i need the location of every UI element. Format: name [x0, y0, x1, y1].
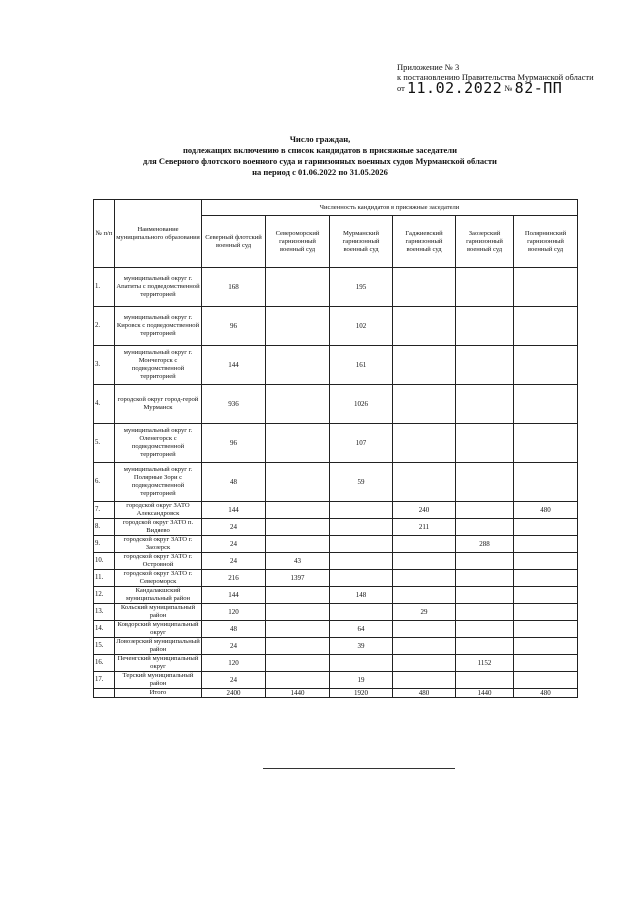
candidate-count-cell: 24 — [202, 638, 266, 655]
candidate-count-cell — [393, 553, 456, 570]
row-number: 15. — [94, 638, 115, 655]
candidate-count-cell — [266, 655, 330, 672]
candidate-count-cell — [393, 307, 456, 346]
total-value: 1440 — [266, 689, 330, 698]
table-row — [94, 536, 578, 553]
candidate-count-cell: 24 — [202, 536, 266, 553]
candidate-count-cell — [266, 268, 330, 307]
candidate-count-cell: 120 — [202, 604, 266, 621]
candidate-count-cell: 102 — [330, 307, 393, 346]
candidate-count-cell: 24 — [202, 553, 266, 570]
candidate-count-cell — [330, 655, 393, 672]
table-row — [94, 638, 578, 655]
table-row — [94, 672, 578, 689]
candidate-count-cell — [266, 463, 330, 502]
candidate-count-cell — [514, 307, 578, 346]
candidate-count-cell: 936 — [202, 385, 266, 424]
candidate-count-cell: 148 — [330, 587, 393, 604]
header-court-severomorsk: Североморский гарнизонный военный суд — [266, 216, 330, 268]
row-number: 3. — [94, 346, 115, 385]
candidate-count-cell — [266, 385, 330, 424]
heading-line-3: для Северного флотского военного суда и гарнизонных военных судов Мурманской области — [143, 156, 497, 166]
candidate-count-cell — [330, 502, 393, 519]
candidate-count-cell — [266, 519, 330, 536]
candidate-count-cell — [514, 519, 578, 536]
candidate-count-cell: 48 — [202, 621, 266, 638]
candidate-count-cell — [514, 553, 578, 570]
candidate-count-cell — [393, 587, 456, 604]
candidate-count-cell — [456, 463, 514, 502]
candidate-count-cell — [514, 346, 578, 385]
table-footer — [94, 689, 578, 698]
candidate-count-cell — [393, 536, 456, 553]
candidate-count-cell — [514, 385, 578, 424]
municipality-name: Кольский муниципальный район — [115, 604, 202, 621]
candidate-count-cell — [393, 268, 456, 307]
candidate-count-cell: 59 — [330, 463, 393, 502]
candidate-count-cell — [514, 655, 578, 672]
municipality-name: Ковдорский муниципальный округ — [115, 621, 202, 638]
candidate-count-cell — [266, 536, 330, 553]
candidate-count-cell: 24 — [202, 672, 266, 689]
header-court-zaozersk: Заозерский гарнизонный военный суд — [456, 216, 514, 268]
candidate-count-cell: 1152 — [456, 655, 514, 672]
candidate-count-cell — [456, 570, 514, 587]
appendix-number-sign: № — [504, 83, 513, 93]
candidate-count-cell — [456, 519, 514, 536]
candidate-count-cell — [514, 570, 578, 587]
table-row — [94, 655, 578, 672]
table-row — [94, 346, 578, 385]
candidate-count-cell: 480 — [514, 502, 578, 519]
candidate-count-cell: 288 — [456, 536, 514, 553]
candidate-count-cell: 168 — [202, 268, 266, 307]
candidate-count-cell: 1026 — [330, 385, 393, 424]
candidate-count-cell — [456, 424, 514, 463]
candidate-count-cell — [456, 621, 514, 638]
candidate-count-cell — [266, 638, 330, 655]
appendix-number: 82-ПП — [514, 79, 563, 97]
row-number: 17. — [94, 672, 115, 689]
header-court-polyarny: Полярнинский гарнизонный военный суд — [514, 216, 578, 268]
candidate-count-cell: 240 — [393, 502, 456, 519]
table-row — [94, 519, 578, 536]
table-row — [94, 502, 578, 519]
heading-line-1: Число граждан, — [289, 134, 351, 144]
table-header — [94, 200, 578, 268]
candidate-count-cell — [456, 553, 514, 570]
candidate-count-cell — [266, 587, 330, 604]
candidate-count-cell: 144 — [202, 346, 266, 385]
total-label: Итого — [115, 689, 202, 698]
candidate-count-cell — [456, 587, 514, 604]
candidate-count-cell — [393, 621, 456, 638]
row-number: 14. — [94, 621, 115, 638]
candidate-count-cell: 1397 — [266, 570, 330, 587]
candidate-count-cell: 96 — [202, 307, 266, 346]
candidate-count-cell — [393, 463, 456, 502]
municipality-name: Печенгский муниципальный округ — [115, 655, 202, 672]
candidate-count-cell — [456, 502, 514, 519]
candidates-table — [93, 199, 578, 698]
row-number: 2. — [94, 307, 115, 346]
appendix-block — [397, 62, 597, 97]
table-row — [94, 587, 578, 604]
row-number: 13. — [94, 604, 115, 621]
candidate-count-cell: 24 — [202, 519, 266, 536]
candidate-count-cell — [514, 638, 578, 655]
candidate-count-cell — [393, 570, 456, 587]
table-row — [94, 604, 578, 621]
candidate-count-cell — [393, 655, 456, 672]
municipality-name: городской округ ЗАТО Александровск — [115, 502, 202, 519]
header-candidates-count: Численность кандидатов в присяжные заседатели — [202, 200, 578, 216]
header-court-murmansk: Мурманский гарнизонный военный суд — [330, 216, 393, 268]
candidate-count-cell: 107 — [330, 424, 393, 463]
candidate-count-cell — [456, 385, 514, 424]
candidate-count-cell — [266, 604, 330, 621]
total-number-cell — [94, 689, 115, 698]
municipality-name: муниципальный округ г. Кировск с подведомственной территорией — [115, 307, 202, 346]
candidate-count-cell: 64 — [330, 621, 393, 638]
appendix-reference: к постановлению Правительства Мурманской области — [397, 72, 594, 82]
candidate-count-cell — [266, 346, 330, 385]
candidate-count-cell — [266, 672, 330, 689]
total-value: 1920 — [330, 689, 393, 698]
row-number: 9. — [94, 536, 115, 553]
row-number: 5. — [94, 424, 115, 463]
municipality-name: муниципальный округ г. Мончегорск с подведомственной территорией — [115, 346, 202, 385]
candidate-count-cell: 96 — [202, 424, 266, 463]
header-court-severny: Северный флотский военный суд — [202, 216, 266, 268]
candidate-count-cell — [266, 502, 330, 519]
candidate-count-cell — [266, 307, 330, 346]
candidate-count-cell — [393, 672, 456, 689]
candidate-count-cell — [456, 672, 514, 689]
municipality-name: городской округ ЗАТО п. Видяево — [115, 519, 202, 536]
candidate-count-cell — [456, 604, 514, 621]
candidate-count-cell — [393, 346, 456, 385]
appendix-title: Приложение № 3 — [397, 62, 460, 72]
appendix-date-line — [397, 79, 597, 97]
candidate-count-cell — [330, 536, 393, 553]
row-number: 4. — [94, 385, 115, 424]
heading-line-4: на период с 01.06.2022 по 31.05.2026 — [252, 167, 388, 177]
candidate-count-cell — [514, 587, 578, 604]
candidate-count-cell: 120 — [202, 655, 266, 672]
candidate-count-cell — [514, 424, 578, 463]
total-value: 480 — [514, 689, 578, 698]
municipality-name: городской округ ЗАТО г. Островной — [115, 553, 202, 570]
municipality-name: муниципальный округ г. Апатиты с подведомственной территорией — [115, 268, 202, 307]
municipality-name: Кандалакшский муниципальный район — [115, 587, 202, 604]
row-number: 6. — [94, 463, 115, 502]
table-row — [94, 385, 578, 424]
header-number: № п/п — [94, 200, 115, 268]
row-number: 10. — [94, 553, 115, 570]
table-row — [94, 553, 578, 570]
municipality-name: городской округ ЗАТО г. Заозерск — [115, 536, 202, 553]
row-number: 11. — [94, 570, 115, 587]
appendix-from: от — [397, 83, 405, 93]
row-number: 8. — [94, 519, 115, 536]
header-municipality: Наименование муниципального образования — [115, 200, 202, 268]
municipality-name: Терский муниципальный район — [115, 672, 202, 689]
candidate-count-cell: 43 — [266, 553, 330, 570]
candidate-count-cell — [393, 385, 456, 424]
table-row — [94, 621, 578, 638]
candidate-count-cell — [514, 268, 578, 307]
bottom-divider — [263, 768, 455, 769]
candidate-count-cell — [393, 638, 456, 655]
candidate-count-cell — [514, 621, 578, 638]
candidate-count-cell — [456, 638, 514, 655]
heading-line-2: подлежащих включению в список кандидатов в присяжные заседатели — [183, 145, 457, 155]
candidate-count-cell — [514, 604, 578, 621]
candidate-count-cell: 144 — [202, 587, 266, 604]
table-row — [94, 570, 578, 587]
candidate-count-cell — [514, 672, 578, 689]
candidate-count-cell — [330, 604, 393, 621]
candidate-count-cell — [330, 553, 393, 570]
row-number: 16. — [94, 655, 115, 672]
table-row — [94, 463, 578, 502]
candidate-count-cell: 39 — [330, 638, 393, 655]
candidate-count-cell: 48 — [202, 463, 266, 502]
municipality-name: городской округ город-герой Мурманск — [115, 385, 202, 424]
table-body — [94, 268, 578, 689]
row-number: 12. — [94, 587, 115, 604]
candidate-count-cell: 211 — [393, 519, 456, 536]
municipality-name: Ловозерский муниципальный район — [116, 638, 200, 653]
candidate-count-cell — [266, 621, 330, 638]
table-row — [94, 307, 578, 346]
candidate-count-cell — [266, 424, 330, 463]
header-court-gadzhievo: Гаджиевский гарнизонный военный суд — [393, 216, 456, 268]
candidate-count-cell — [330, 570, 393, 587]
municipality-name: муниципальный округ г. Оленегорск с подведомственной территорией — [115, 424, 202, 463]
candidate-count-cell — [514, 463, 578, 502]
municipality-name: городской округ ЗАТО г. Североморск — [115, 570, 202, 587]
appendix-date: 11.02.2022 — [406, 79, 503, 97]
table-row — [94, 424, 578, 463]
candidate-count-cell — [456, 307, 514, 346]
candidate-count-cell: 161 — [330, 346, 393, 385]
candidate-count-cell — [330, 519, 393, 536]
candidate-count-cell: 144 — [202, 502, 266, 519]
candidate-count-cell: 29 — [393, 604, 456, 621]
municipality-name: муниципальный округ г. Полярные Зори с подведомственной территорией — [115, 463, 202, 502]
candidate-count-cell — [514, 536, 578, 553]
candidate-count-cell: 195 — [330, 268, 393, 307]
candidate-count-cell — [393, 424, 456, 463]
row-number: 1. — [94, 268, 115, 307]
candidate-count-cell: 19 — [330, 672, 393, 689]
candidate-count-cell — [456, 346, 514, 385]
table-row-total — [94, 689, 578, 698]
row-number: 7. — [94, 502, 115, 519]
total-value: 2400 — [202, 689, 266, 698]
document-heading — [120, 134, 520, 178]
total-value: 480 — [393, 689, 456, 698]
table-row — [94, 268, 578, 307]
total-value: 1440 — [456, 689, 514, 698]
candidate-count-cell: 216 — [202, 570, 266, 587]
candidate-count-cell — [456, 268, 514, 307]
